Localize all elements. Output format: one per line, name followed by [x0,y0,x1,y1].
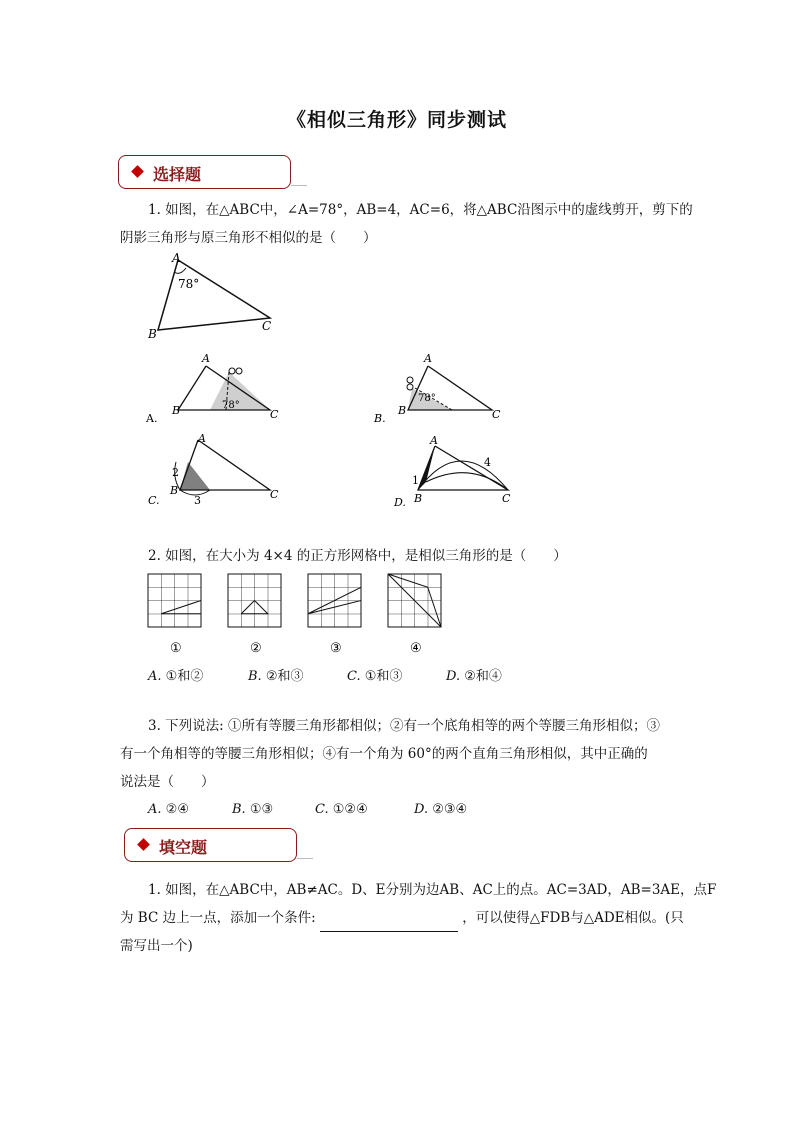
q1-option-d-figure [390,432,530,512]
q1-option-c-figure [140,432,300,512]
vertex-c: C [270,488,279,501]
section-title-fill: 填空题 [159,838,208,857]
q3-text-line3: 说法是（ ） [120,774,215,790]
grid-1 [148,574,201,627]
side-label-2: 2 [172,466,179,479]
angle-label: 78° [222,400,240,411]
fill-q1-line2: 为 BC 边上一点，添加一个条件: ，可以使得△FDB与△ADE相似。(只 [120,904,684,932]
q2-option-d[interactable]: D. ②和④ [446,669,502,684]
q3-option-a[interactable]: A. ②④ [148,802,189,817]
vertex-c: C [502,492,511,505]
vertex-b: B [170,484,179,497]
q1-text-line2: 阴影三角形与原三角形不相似的是（ ） [120,230,377,246]
grid-2 [228,574,281,627]
section-header-choice [118,155,291,189]
angle-label: 78° [418,393,436,404]
q2-option-b[interactable]: B. ②和③ [248,669,304,684]
side-label-4: 4 [484,456,491,469]
vertex-a: A [424,352,432,365]
side-label-3: 3 [194,494,201,507]
vertex-a: A [430,434,438,447]
vertex-b: B [414,492,423,505]
vertex-b: B [398,404,407,417]
grid-label-2: ② [250,641,262,656]
q3-option-b[interactable]: B. ①③ [232,802,274,817]
q3-text-line1: 3. 下列说法: ①所有等腰三角形都相似；②有一个底角相等的两个等腰三角形相似；③ [148,718,661,734]
diamond-icon [137,838,150,851]
q1-text-line1: 1. 如图，在△ABC中，∠A=78°，AB=4，AC=6，将△ABC沿图示中的虚线剪开，剪下的 [148,202,693,218]
diamond-icon [131,165,144,178]
grid-label-4: ④ [410,641,422,656]
option-b-label: B. [374,412,386,425]
q3-option-c[interactable]: C. ①②④ [315,802,368,817]
option-c-label: C. [148,494,160,507]
grid-label-3: ③ [330,641,342,656]
q1-option-b-figure [370,350,520,430]
answer-blank[interactable] [320,917,458,932]
option-d-label: D. [394,496,406,509]
section-tail [291,185,307,186]
vertex-b: B [148,327,157,341]
vertex-a: A [198,432,206,445]
fill-q1-line3: 需写出一个) [120,938,193,954]
q2-option-a[interactable]: A. ①和② [148,669,204,684]
vertex-a: A [172,251,181,265]
side-label-1: 1 [412,474,419,487]
q3-text-line2: 有一个角相等的等腰三角形相似；④有一个角为 60°的两个直角三角形相似，其中正确的 [120,746,648,762]
grid-label-1: ① [170,641,182,656]
q2-text-line1: 2. 如图，在大小为 4×4 的正方形网格中，是相似三角形的是（ ） [148,548,567,564]
vertex-c: C [270,408,279,421]
page-title: 《相似三角形》同步测试 [286,109,507,131]
vertex-c: C [262,319,272,333]
vertex-b: B [172,404,181,417]
vertex-c: C [492,408,501,421]
section-title-choice: 选择题 [153,165,202,184]
grid-3 [308,574,361,627]
q1-option-a-figure [140,350,300,430]
q2-option-c[interactable]: C. ①和③ [347,669,403,684]
q1-main-figure [140,248,290,343]
option-a-label: A. [146,412,158,425]
vertex-a: A [202,352,210,365]
section-tail [297,858,313,859]
angle-label: 78° [178,277,200,291]
section-header-fill [124,828,297,862]
fill-q1-line1: 1. 如图，在△ABC中，AB≠AC。D、E分别为边AB、AC上的点。AC=3AD，AB=3AE，点F [148,882,717,898]
grid-4 [388,574,441,627]
q3-option-d[interactable]: D. ②③④ [414,802,468,817]
q2-grids [140,572,460,662]
